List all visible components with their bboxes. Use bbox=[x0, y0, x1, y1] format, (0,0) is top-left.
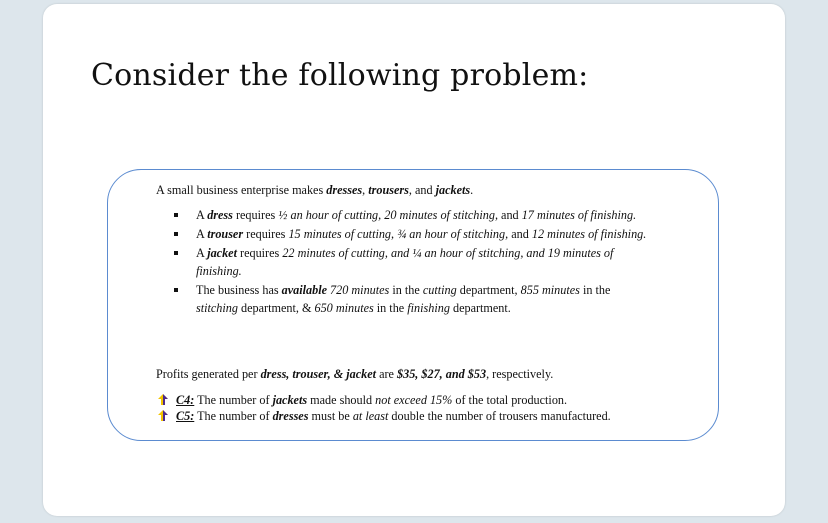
intro-jackets: jackets bbox=[435, 183, 471, 197]
requirement-trouser bbox=[174, 225, 654, 243]
req-detail: 17 minutes of finishing. bbox=[521, 208, 637, 222]
profits-text: , respectively. bbox=[486, 367, 554, 381]
profits-text: Profits generated per bbox=[156, 367, 261, 381]
constraints-list bbox=[156, 392, 611, 424]
requirement-dress bbox=[174, 206, 654, 224]
intro-line bbox=[156, 183, 473, 198]
problem-box bbox=[107, 169, 719, 441]
avail-available: available bbox=[281, 283, 327, 297]
req-text: A bbox=[196, 208, 208, 222]
constraint-c5 bbox=[156, 408, 611, 424]
req-text: requires bbox=[236, 246, 283, 260]
req-item: jacket bbox=[207, 246, 237, 260]
req-item: trouser bbox=[207, 227, 244, 241]
slide bbox=[43, 4, 785, 516]
arrow-bullet-icon bbox=[158, 410, 168, 421]
intro-comma: , bbox=[362, 183, 369, 197]
requirement-availability bbox=[174, 281, 654, 317]
avail-text: The business has bbox=[196, 283, 282, 297]
avail-text: department. bbox=[449, 301, 511, 315]
intro-end: . bbox=[470, 183, 474, 197]
avail-text: department, & bbox=[237, 301, 315, 315]
req-detail: 12 minutes of finishing. bbox=[531, 227, 647, 241]
square-bullet-icon bbox=[174, 288, 178, 292]
avail-text: department, bbox=[456, 283, 521, 297]
constraint-text: made should bbox=[307, 393, 376, 407]
req-item: dress bbox=[207, 208, 233, 222]
constraint-text: must be bbox=[308, 409, 353, 423]
req-text: requires bbox=[232, 208, 279, 222]
square-bullet-icon bbox=[174, 213, 178, 217]
avail-minutes: 720 minutes bbox=[327, 283, 390, 297]
avail-stitching: stitching bbox=[196, 301, 238, 315]
avail-text: in the bbox=[373, 301, 408, 315]
constraint-emphasis: not exceed 15% bbox=[375, 393, 453, 407]
avail-finishing: finishing bbox=[407, 301, 450, 315]
intro-dresses: dresses bbox=[326, 183, 363, 197]
constraint-text: The number of bbox=[194, 393, 273, 407]
square-bullet-icon bbox=[174, 251, 178, 255]
req-text: A bbox=[196, 246, 208, 260]
constraint-item: dresses bbox=[272, 409, 309, 423]
req-text: requires bbox=[243, 227, 289, 241]
constraint-label: C4: bbox=[176, 393, 195, 407]
avail-minutes: 855 minutes bbox=[520, 283, 580, 297]
constraint-label: C5: bbox=[176, 409, 195, 423]
arrow-bullet-icon bbox=[158, 394, 168, 405]
req-text: A bbox=[196, 227, 208, 241]
constraint-text: double the number of trousers manufactured. bbox=[388, 409, 611, 423]
requirement-jacket bbox=[174, 244, 654, 280]
constraint-text: The number of bbox=[194, 409, 273, 423]
square-bullet-icon bbox=[174, 232, 178, 236]
req-detail: 15 minutes of cutting, ¾ an hour of stitching, bbox=[288, 227, 509, 241]
intro-text: A small business enterprise makes bbox=[156, 183, 327, 197]
req-and: and bbox=[498, 208, 522, 222]
intro-trousers: trousers bbox=[368, 183, 409, 197]
avail-text: in the bbox=[579, 283, 611, 297]
req-detail: 22 minutes of cutting, and ¼ an hour of stitching, and 19 minutes of finishing. bbox=[196, 246, 614, 278]
avail-cutting: cutting bbox=[422, 283, 457, 297]
profits-text: are bbox=[376, 367, 398, 381]
constraint-text: of the total production. bbox=[452, 393, 568, 407]
slide-title: Consider the following problem: bbox=[91, 58, 589, 93]
avail-minutes: 650 minutes bbox=[314, 301, 374, 315]
requirements-list bbox=[174, 206, 654, 318]
profits-values: $35, $27, and $53 bbox=[397, 367, 487, 381]
profits-items: dress, trouser, & jacket bbox=[260, 367, 377, 381]
intro-and: , and bbox=[408, 183, 436, 197]
req-and: and bbox=[508, 227, 532, 241]
constraint-item: jackets bbox=[272, 393, 308, 407]
constraint-c4 bbox=[156, 392, 611, 408]
avail-text: in the bbox=[389, 283, 423, 297]
req-detail: ½ an hour of cutting, 20 minutes of stitching, bbox=[278, 208, 498, 222]
constraint-emphasis: at least bbox=[352, 409, 389, 423]
profits-line bbox=[156, 367, 553, 382]
